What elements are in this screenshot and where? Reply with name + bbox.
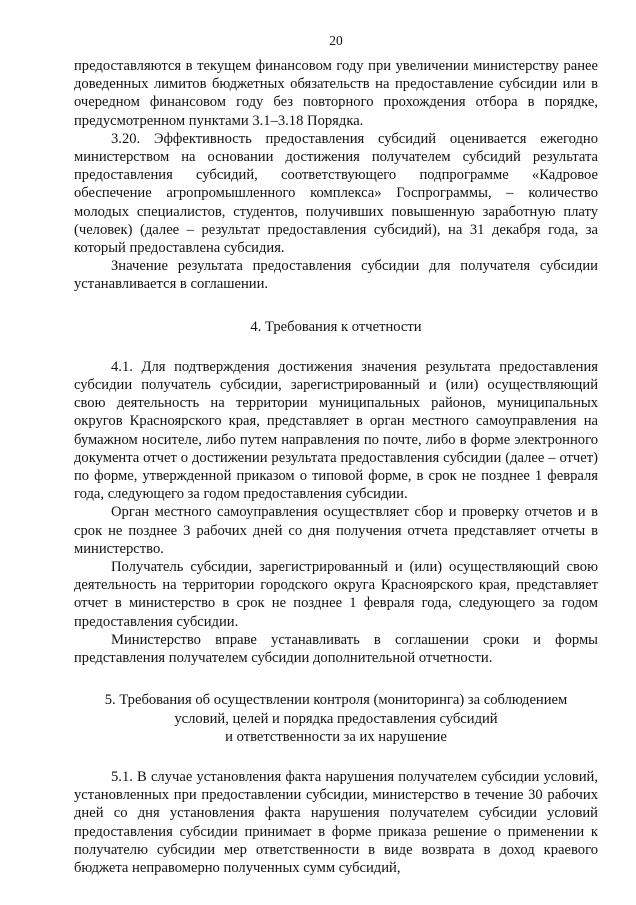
section-4-heading: 4. Требования к отчетности bbox=[250, 318, 422, 335]
paragraph-4-1: 4.1. Для подтверждения достижения значения результата предоставления субсидии получатель субсидии, зарегистрированный и (или) осуществляющий свою деятельность на территории муниципальных районов, муниципальных округов Красноярского края, представляет в орган местного самоуправления на бумажном носителе, либо путем направления по почте, либо в форме электронного документа отчет о достижении результата предоставления субсидии (далее – отчет) по форме, утвержденной приказом о типовой форме, в срок не позднее 1 февраля года, следующего за годом предоставления субсидии. bbox=[74, 358, 598, 503]
paragraph-3-20: 3.20. Эффективность предоставления субсидий оценивается ежегодно министерством на основании достижения получателем субсидий результата предоставления субсидий, соответствующего подпрограмме «Кадровое обеспечение агропромышленного комплекса» Госпрограммы, – количество молодых специалистов, студентов, получивших повышенную заработную плату (человек) (далее – результат предоставления субсидий), на 31 декабря года, за который предоставлена субсидия. bbox=[74, 130, 598, 257]
paragraph-result-value: Значение результата предоставления субсидии для получателя субсидии устанавливается в соглашении. bbox=[74, 258, 598, 293]
page-number: 20 bbox=[329, 33, 343, 48]
paragraph-5-1: 5.1. В случае установления факта нарушения получателем субсидии условий, установленных при предоставлении субсидии, министерство в течение 30 рабочих дней со дня установления факта нарушения получателем субсидии условий предоставления субсидии принимает в форме приказа решение о применении к получателю субсидии мер ответственности в виде возврата в доход краевого бюджета неправомерно полученных сумм субсидий, bbox=[74, 768, 598, 876]
section-5-heading-line: и ответственности за их нарушение bbox=[225, 728, 447, 745]
paragraph-city-district: Получатель субсидии, зарегистрированный и (или) осуществляющий свою деятельность на территории городского округа Красноярского края, представляет отчет в министерство в срок не позднее 1 февраля года, следующего за годом предоставления субсидии. bbox=[74, 559, 598, 630]
paragraph-continuation: предоставляются в текущем финансовом году при увеличении министерству ранее доведенных лимитов бюджетных обязательств на предоставление субсидии или в очередном финансовом году без повторного прохождения отбора в порядке, предусмотренном пунктами 3.1–3.18 Порядка. bbox=[74, 58, 598, 129]
section-5-heading-line: 5. Требования об осуществлении контроля (мониторинга) за соблюдением bbox=[104, 692, 568, 709]
section-5-heading-line: условий, целей и порядка предоставления субсидий bbox=[174, 710, 498, 727]
section-5-heading bbox=[74, 691, 598, 746]
paragraph-local-authority: Орган местного самоуправления осуществляет сбор и проверку отчетов и в срок не позднее 3 рабочих дней со дня получения отчета представляет отчеты в министерство. bbox=[74, 504, 598, 557]
paragraph-additional-reporting: Министерство вправе устанавливать в соглашении сроки и формы представления получателем субсидии дополнительной отчетности. bbox=[74, 631, 598, 667]
